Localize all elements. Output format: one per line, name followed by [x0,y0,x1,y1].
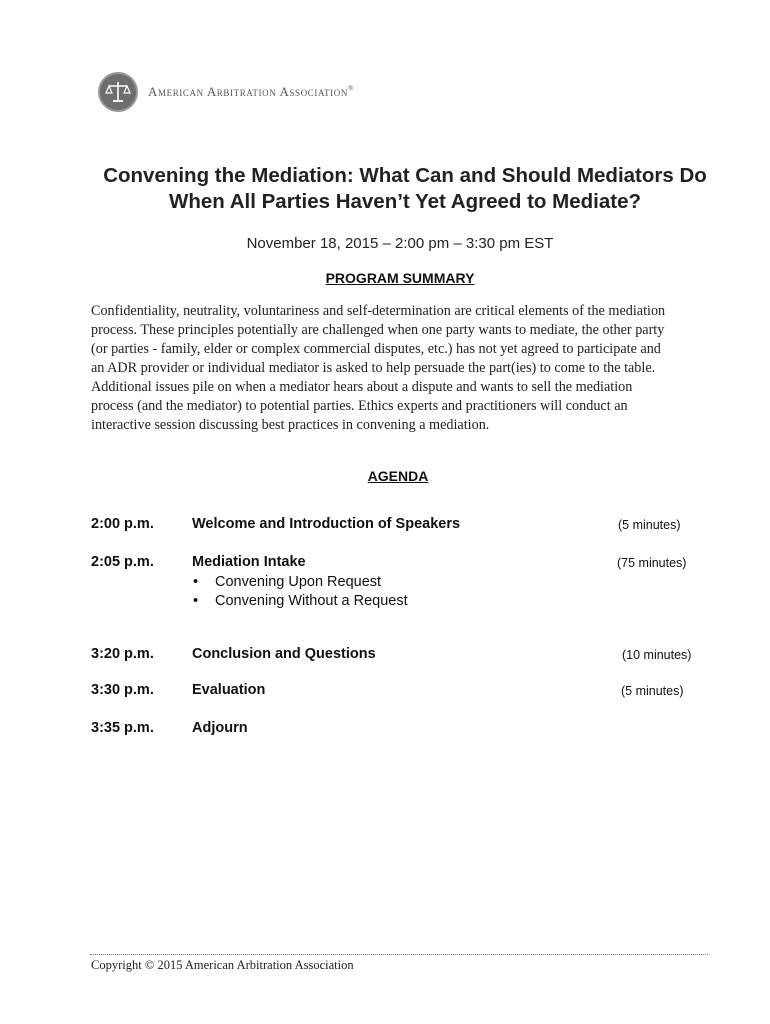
agenda-duration: (75 minutes) [617,556,687,570]
document-title [60,163,750,215]
summary-line: Additional issues pile on when a mediator hears about a dispute and wants to sell the mediation [91,379,633,395]
agenda-title: Mediation Intake [192,554,306,570]
scales-of-justice-icon [98,72,138,112]
summary-line: process. These principles potentially are challenged when one party wants to mediate, the other party [91,322,665,338]
agenda-bullet-list [193,573,408,611]
event-date: November 18, 2015 – 2:00 pm – 3:30 pm EST [246,235,554,252]
summary-line: Confidentiality, neutrality, voluntariness and self-determination are critical elements of the mediation [91,303,666,319]
copyright-notice: Copyright © 2015 American Arbitration Association [91,958,354,972]
agenda-title: Welcome and Introduction of Speakers [192,516,461,532]
summary-line: process (and the mediator) to potential parties. Ethics experts and practitioners will conduct an [91,398,628,414]
registered-mark: ® [347,84,354,93]
program-summary-text [91,302,711,435]
footer-divider [90,954,708,955]
title-line-1: Convening the Mediation: What Can and Should Mediators Do [103,164,707,187]
summary-line: (or parties - family, elder or complex commercial disputes, etc.) has not yet agreed to participate and [91,341,661,357]
list-item: • Convening Upon Request [193,573,408,592]
aaa-logo [98,72,354,112]
agenda-title: Adjourn [192,720,248,736]
agenda-duration: (10 minutes) [622,648,692,662]
agenda-heading: AGENDA [367,468,429,484]
agenda-duration: (5 minutes) [621,684,684,698]
agenda-title: Conclusion and Questions [192,646,376,662]
agenda-time: 3:20 p.m. [91,646,154,662]
agenda-duration: (5 minutes) [618,518,681,532]
agenda-time: 3:30 p.m. [91,682,154,698]
summary-line: an ADR provider or individual mediator is asked to help persuade the part(ies) to come to the table. [91,360,656,376]
agenda-time: 3:35 p.m. [91,720,154,736]
organization-name: American Arbitration Association® [148,84,354,99]
title-line-2: When All Parties Haven’t Yet Agreed to Mediate? [169,190,641,213]
program-summary-heading: PROGRAM SUMMARY [325,270,475,286]
summary-line: interactive session discussing best practices in convening a mediation. [91,417,490,433]
agenda-time: 2:00 p.m. [91,516,154,532]
list-item: • Convening Without a Request [193,592,408,611]
agenda-title: Evaluation [192,682,266,698]
agenda-time: 2:05 p.m. [91,554,154,570]
